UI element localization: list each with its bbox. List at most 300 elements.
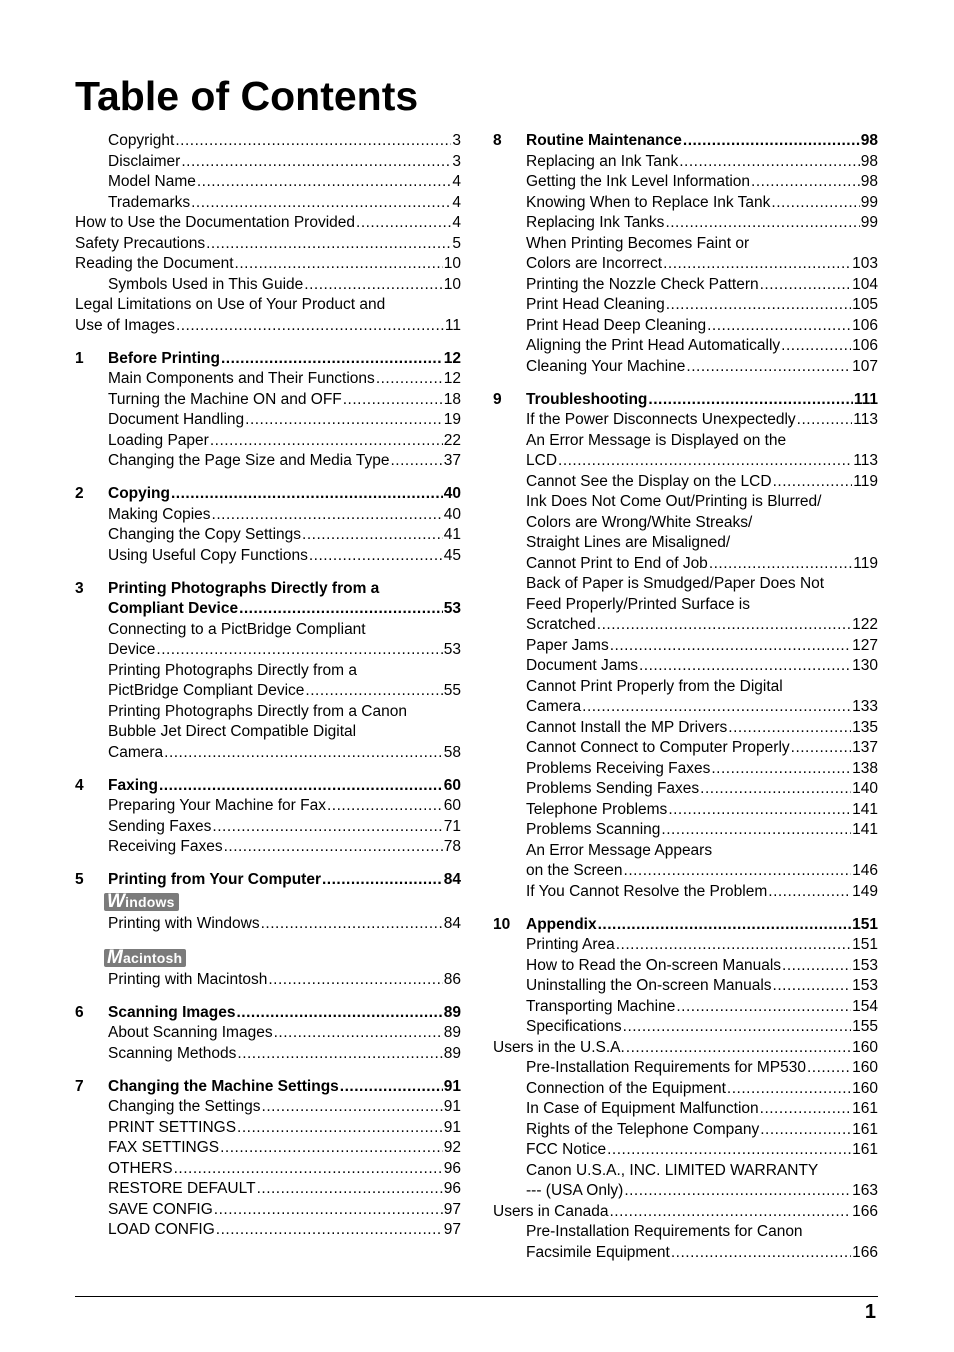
toc-entry[interactable] xyxy=(493,1202,878,1223)
dot-leader xyxy=(340,1077,443,1098)
toc-entry[interactable] xyxy=(75,1179,461,1200)
toc-entry-title: Problems Scanning xyxy=(526,821,661,838)
toc-page-number: 113 xyxy=(853,411,878,428)
dot-leader xyxy=(235,254,443,275)
dot-leader xyxy=(257,1179,443,1200)
toc-entry-title: Printing with Macintosh xyxy=(108,970,268,988)
toc-entry[interactable] xyxy=(75,702,461,764)
toc-page-number: 153 xyxy=(852,977,878,994)
toc-entry-title: Loading Paper xyxy=(108,431,209,449)
dot-leader xyxy=(623,1017,851,1038)
toc-entry[interactable] xyxy=(493,1120,878,1141)
toc-entry-title: Disclaimer xyxy=(108,152,181,170)
toc-page-number: 155 xyxy=(852,1018,878,1035)
toc-page-number: 60 xyxy=(443,797,461,814)
toc-entry[interactable] xyxy=(493,882,878,903)
toc-page-number: 135 xyxy=(852,718,878,736)
dot-leader xyxy=(237,1118,443,1139)
toc-entry[interactable] xyxy=(75,817,461,838)
dot-leader xyxy=(206,234,451,255)
toc-entry[interactable] xyxy=(493,1222,878,1263)
toc-chapter[interactable] xyxy=(75,870,461,891)
toc-entry-text-line: An Error Message is Displayed on the xyxy=(526,431,787,449)
toc-entry[interactable] xyxy=(493,656,878,677)
toc-page-number: 119 xyxy=(853,472,878,490)
toc-page-number: 161 xyxy=(852,1100,878,1117)
toc-page-number: 4 xyxy=(452,193,461,211)
toc-entry[interactable] xyxy=(75,410,461,431)
toc-entry[interactable] xyxy=(75,369,461,390)
toc-entry[interactable] xyxy=(493,492,878,574)
toc-entry-title: Printing Area xyxy=(526,936,615,953)
toc-page-number: 53 xyxy=(443,600,461,617)
toc-page-number: 146 xyxy=(852,862,878,879)
toc-entry[interactable] xyxy=(75,1023,461,1044)
chapter-number: 10 xyxy=(493,915,511,933)
dot-leader xyxy=(727,1079,851,1100)
toc-page-number: 103 xyxy=(852,255,878,272)
dot-leader xyxy=(607,1140,851,1161)
toc-entry-text-line: Canon U.S.A., INC. LIMITED WARRANTY xyxy=(526,1161,819,1179)
toc-entry-title: Appendix xyxy=(526,915,597,933)
dot-leader xyxy=(797,410,853,431)
toc-page-number: 122 xyxy=(852,616,878,633)
toc-entry[interactable] xyxy=(75,914,461,935)
toc-entry[interactable] xyxy=(493,172,878,193)
dot-leader xyxy=(709,554,852,575)
page-number: 1 xyxy=(864,1301,876,1323)
toc-entry[interactable] xyxy=(493,316,878,337)
dot-leader xyxy=(791,738,851,759)
dot-leader xyxy=(558,451,852,472)
toc-page-number: 71 xyxy=(443,817,461,835)
toc-entry-text-line: An Error Message Appears xyxy=(526,841,713,859)
toc-entry[interactable] xyxy=(493,636,878,657)
toc-entry-title: Cannot Install the MP Drivers xyxy=(526,718,728,736)
toc-entry[interactable] xyxy=(75,193,461,214)
dot-leader xyxy=(807,1058,851,1079)
os-badge-row xyxy=(75,891,461,914)
toc-page-number: 92 xyxy=(443,1139,461,1156)
toc-entry-title: Colors are Incorrect xyxy=(526,255,663,272)
toc-entry[interactable] xyxy=(493,336,878,357)
dot-leader xyxy=(728,718,851,739)
toc-entry-text-line: Colors are Wrong/White Streaks/ xyxy=(526,513,753,531)
toc-page-number: 149 xyxy=(852,882,878,900)
dot-leader xyxy=(773,472,853,493)
toc-page-number: 113 xyxy=(853,452,878,469)
toc-entry[interactable] xyxy=(493,841,878,882)
dot-leader xyxy=(237,1044,442,1065)
toc-chapter[interactable] xyxy=(75,776,461,797)
dot-leader xyxy=(391,451,443,472)
toc-page-number: 160 xyxy=(852,1059,878,1076)
toc-entry[interactable] xyxy=(493,779,878,800)
os-logo-badge xyxy=(104,890,179,912)
toc-entry[interactable] xyxy=(75,131,461,152)
section-gap xyxy=(75,763,461,776)
section-gap xyxy=(75,934,461,947)
dot-leader xyxy=(639,656,851,677)
dot-leader xyxy=(683,131,860,152)
toc-entry-title: PRINT SETTINGS xyxy=(108,1118,237,1136)
dot-leader xyxy=(582,697,851,718)
toc-entry[interactable] xyxy=(493,574,878,636)
dot-leader xyxy=(711,759,851,780)
toc-entry-title: Scanning Images xyxy=(108,1003,236,1021)
toc-entry[interactable] xyxy=(493,213,878,234)
toc-entry[interactable] xyxy=(75,234,461,255)
toc-chapter[interactable] xyxy=(493,131,878,152)
dot-leader xyxy=(597,615,851,636)
toc-entry-title: Specifications xyxy=(526,1018,622,1035)
toc-page-number: 97 xyxy=(443,1200,461,1218)
toc-entry-title: Symbols Used in This Guide xyxy=(108,275,304,293)
toc-entry-title: Before Printing xyxy=(108,349,220,367)
chapter-number: 3 xyxy=(75,579,84,597)
toc-entry-title: Paper Jams xyxy=(526,636,609,654)
toc-entry-text-line: When Printing Becomes Faint or xyxy=(526,234,750,252)
toc-entry[interactable] xyxy=(493,1161,878,1202)
toc-page-number: 141 xyxy=(852,800,878,818)
section-gap xyxy=(75,566,461,579)
toc-page-number: 111 xyxy=(853,390,878,408)
dot-leader xyxy=(176,316,444,337)
toc-entry[interactable] xyxy=(75,620,461,661)
toc-page-number: 96 xyxy=(443,1159,461,1177)
toc-entry[interactable] xyxy=(493,935,878,956)
toc-page-number: 166 xyxy=(852,1202,878,1220)
dot-leader xyxy=(771,193,859,214)
toc-entry[interactable] xyxy=(75,546,461,567)
toc-entry[interactable] xyxy=(493,357,878,378)
toc-entry-title: OTHERS xyxy=(108,1159,173,1177)
toc-entry-title: Scanning Methods xyxy=(108,1044,237,1062)
toc-page-number: 160 xyxy=(852,1038,878,1056)
chapter-number: 2 xyxy=(75,485,84,502)
toc-right-column xyxy=(493,131,878,1263)
toc-entry[interactable] xyxy=(493,1099,878,1120)
toc-entry[interactable] xyxy=(493,1079,878,1100)
chapter-number: 6 xyxy=(75,1003,84,1021)
toc-entry[interactable] xyxy=(75,152,461,173)
toc-entry-text-line: Pre-Installation Requirements for Canon xyxy=(526,1223,803,1240)
toc-entry-title: Printing with Windows xyxy=(108,914,260,932)
toc-entry[interactable] xyxy=(75,796,461,817)
toc-entry[interactable] xyxy=(493,800,878,821)
toc-entry-title: Facsimile Equipment xyxy=(526,1243,670,1261)
toc-chapter[interactable] xyxy=(75,484,461,505)
dot-leader xyxy=(700,779,851,800)
toc-entry-title: Copying xyxy=(108,485,170,502)
toc-page-number: 12 xyxy=(443,370,461,387)
toc-entry[interactable] xyxy=(493,295,878,316)
toc-entry[interactable] xyxy=(75,213,461,234)
toc-entry-title: SAVE CONFIG xyxy=(108,1200,213,1218)
toc-entry[interactable] xyxy=(493,759,878,780)
toc-entry-title: Changing the Machine Settings xyxy=(108,1077,339,1095)
toc-page-number: 98 xyxy=(860,173,878,190)
toc-page-number: 99 xyxy=(860,193,878,211)
toc-page-number: 89 xyxy=(443,1044,461,1062)
toc-entry-title: Receiving Faxes xyxy=(108,838,223,855)
toc-entry[interactable] xyxy=(75,275,461,296)
toc-entry[interactable] xyxy=(75,1118,461,1139)
toc-page-number: 133 xyxy=(852,698,878,715)
toc-entry[interactable] xyxy=(493,152,878,173)
chapter-number: 5 xyxy=(75,871,84,888)
section-gap xyxy=(75,858,461,871)
toc-chapter[interactable] xyxy=(75,1077,461,1098)
toc-entry-title: Reading the Document xyxy=(75,255,234,272)
toc-entry-title: Print Head Cleaning xyxy=(526,296,665,313)
toc-entry[interactable] xyxy=(493,820,878,841)
toc-page-number: 55 xyxy=(443,682,461,699)
toc-page-number: 127 xyxy=(852,636,878,654)
toc-entry-title: Changing the Copy Settings xyxy=(108,526,302,543)
section-gap xyxy=(75,1064,461,1077)
dot-leader xyxy=(751,172,860,193)
dot-leader xyxy=(302,525,443,546)
toc-entry[interactable] xyxy=(75,505,461,526)
toc-page-number: 151 xyxy=(852,936,878,953)
toc-entry-text-line: Ink Does Not Come Out/Printing is Blurred/ xyxy=(526,493,822,510)
toc-entry-title: Changing the Page Size and Media Type xyxy=(108,452,390,469)
toc-chapter[interactable] xyxy=(493,915,878,936)
toc-entry-title: Transporting Machine xyxy=(526,997,676,1015)
footer-rule xyxy=(75,1296,878,1297)
dot-leader xyxy=(164,743,443,764)
toc-entry-title: on the Screen xyxy=(526,862,623,879)
toc-chapter[interactable] xyxy=(75,579,461,620)
toc-entry-title: PictBridge Compliant Device xyxy=(108,682,305,699)
os-logo-badge xyxy=(104,946,186,968)
dot-leader xyxy=(760,275,852,296)
toc-entry[interactable] xyxy=(493,976,878,997)
toc-left-column xyxy=(75,131,461,1241)
toc-entry[interactable] xyxy=(493,275,878,296)
toc-entry[interactable] xyxy=(75,1159,461,1180)
toc-page-number: 60 xyxy=(443,776,461,794)
dot-leader xyxy=(214,1200,443,1221)
dot-leader xyxy=(181,152,451,173)
toc-page-number: 151 xyxy=(852,915,878,933)
toc-page-number: 138 xyxy=(852,759,878,777)
toc-entry[interactable] xyxy=(75,451,461,472)
toc-entry-text-line: Printing Photographs Directly from a xyxy=(108,661,357,679)
toc-entry[interactable] xyxy=(493,677,878,718)
dot-leader xyxy=(305,681,442,702)
section-gap xyxy=(493,377,878,390)
dot-leader xyxy=(676,997,851,1018)
toc-entry[interactable] xyxy=(493,1140,878,1161)
toc-entry[interactable] xyxy=(75,525,461,546)
dot-leader xyxy=(624,1181,851,1202)
toc-entry[interactable] xyxy=(75,431,461,452)
toc-page-number: 91 xyxy=(443,1118,461,1136)
toc-entry[interactable] xyxy=(75,295,461,336)
dot-leader xyxy=(663,254,851,275)
toc-entry[interactable] xyxy=(75,1138,461,1159)
toc-entry-title: LOAD CONFIG xyxy=(108,1221,215,1238)
toc-chapter[interactable] xyxy=(75,349,461,370)
toc-entry-title: Copyright xyxy=(108,132,175,149)
toc-page-number: 161 xyxy=(852,1120,878,1138)
toc-entry-title: Safety Precautions xyxy=(75,234,206,252)
chapter-number: 8 xyxy=(493,132,502,149)
dot-leader xyxy=(679,152,860,173)
toc-entry-title: LCD xyxy=(526,452,558,469)
toc-page-number: 140 xyxy=(852,780,878,797)
toc-entry[interactable] xyxy=(493,956,878,977)
toc-entry-title: About Scanning Images xyxy=(108,1024,273,1041)
toc-page-number: 97 xyxy=(443,1221,461,1238)
os-logo-initial: W xyxy=(107,890,126,912)
dot-leader xyxy=(210,431,443,452)
toc-entry-title: Sending Faxes xyxy=(108,817,212,835)
toc-entry-title: --- (USA Only) xyxy=(526,1182,624,1199)
dot-leader xyxy=(245,410,443,431)
toc-entry[interactable] xyxy=(493,472,878,493)
toc-page-number: 89 xyxy=(443,1024,461,1041)
toc-entry-title: Replacing Ink Tanks xyxy=(526,214,665,231)
toc-entry[interactable] xyxy=(493,193,878,214)
toc-entry-title: Device xyxy=(108,641,156,658)
toc-page-number: 91 xyxy=(443,1077,461,1095)
toc-entry[interactable] xyxy=(75,390,461,411)
toc-page-number: 19 xyxy=(443,411,461,428)
toc-entry-title: Turning the Machine ON and OFF xyxy=(108,390,342,408)
toc-entry[interactable] xyxy=(493,1058,878,1079)
toc-entry-title: Scratched xyxy=(526,616,596,633)
section-gap xyxy=(75,990,461,1003)
toc-entry-title: Print Head Deep Cleaning xyxy=(526,316,707,334)
toc-page-number: 3 xyxy=(452,152,461,170)
dot-leader xyxy=(648,390,852,411)
toc-entry[interactable] xyxy=(493,738,878,759)
toc-entry[interactable] xyxy=(493,431,878,472)
chapter-number: 4 xyxy=(75,776,84,794)
toc-page-number: 78 xyxy=(443,838,461,855)
toc-entry-title: FCC Notice xyxy=(526,1141,607,1158)
toc-page-number: 4 xyxy=(452,214,461,231)
toc-page-number: 84 xyxy=(443,914,461,932)
toc-entry-text-line: Printing Photographs Directly from a Canon xyxy=(108,702,407,720)
os-logo-rest: acintosh xyxy=(123,949,183,966)
dot-leader xyxy=(760,1099,851,1120)
dot-leader xyxy=(175,131,451,152)
os-logo-initial: M xyxy=(107,946,124,968)
dot-leader xyxy=(327,796,443,817)
dot-leader xyxy=(356,213,451,234)
toc-entry[interactable] xyxy=(75,837,461,858)
dot-leader xyxy=(322,870,443,891)
section-gap xyxy=(75,472,461,485)
toc-page-number: 37 xyxy=(443,452,461,469)
toc-page-number: 86 xyxy=(443,970,461,988)
dot-leader xyxy=(773,976,852,997)
section-gap xyxy=(493,902,878,915)
toc-entry-title: In Case of Equipment Malfunction xyxy=(526,1100,759,1117)
dot-leader xyxy=(216,1220,443,1241)
toc-page-number: 11 xyxy=(444,316,461,334)
dot-leader xyxy=(610,636,851,657)
dot-leader xyxy=(212,505,443,526)
toc-page-number: 163 xyxy=(852,1182,878,1199)
toc-entry-title: Routine Maintenance xyxy=(526,132,682,149)
dot-leader xyxy=(224,837,443,858)
toc-chapter[interactable] xyxy=(493,390,878,411)
toc-entry[interactable] xyxy=(75,661,461,702)
dot-leader xyxy=(668,800,851,821)
toc-entry-text-line: Printing Photographs Directly from a xyxy=(108,579,380,597)
toc-entry[interactable] xyxy=(75,172,461,193)
toc-page-number: 160 xyxy=(852,1079,878,1097)
toc-chapter[interactable] xyxy=(75,1003,461,1024)
toc-page-number: 10 xyxy=(443,255,461,272)
section-gap xyxy=(75,336,461,349)
toc-entry-title: Users in Canada xyxy=(493,1202,609,1220)
toc-entry[interactable] xyxy=(493,1038,878,1059)
toc-page-number: 137 xyxy=(852,739,878,756)
toc-entry[interactable] xyxy=(493,1017,878,1038)
toc-entry-title: Cannot See the Display on the LCD xyxy=(526,472,772,490)
toc-entry[interactable] xyxy=(75,254,461,275)
toc-entry-title: Rights of the Telephone Company xyxy=(526,1120,760,1138)
toc-page-number: 89 xyxy=(443,1003,461,1021)
dot-leader xyxy=(781,336,851,357)
toc-entry-title: Knowing When to Replace Ink Tank xyxy=(526,193,771,211)
toc-entry-title: Using Useful Copy Functions xyxy=(108,546,308,564)
toc-page-number: 106 xyxy=(852,316,878,334)
toc-page-number: 99 xyxy=(860,214,878,231)
toc-entry-title: Document Jams xyxy=(526,657,638,674)
toc-entry[interactable] xyxy=(75,1044,461,1065)
toc-entry[interactable] xyxy=(493,234,878,275)
dot-leader xyxy=(197,172,452,193)
toc-page-number: 3 xyxy=(452,132,461,149)
dot-leader xyxy=(236,1003,442,1024)
toc-entry[interactable] xyxy=(493,997,878,1018)
toc-entry-title: Cleaning Your Machine xyxy=(526,357,686,375)
toc-entry-title: Changing the Settings xyxy=(108,1098,261,1115)
dot-leader xyxy=(666,295,851,316)
dot-leader xyxy=(221,349,443,370)
chapter-number: 9 xyxy=(493,390,502,408)
toc-entry[interactable] xyxy=(75,1200,461,1221)
dot-leader xyxy=(239,599,443,620)
dot-leader xyxy=(686,357,851,378)
toc-entry[interactable] xyxy=(75,1097,461,1118)
toc-page-number: 5 xyxy=(452,234,461,252)
toc-entry[interactable] xyxy=(75,1220,461,1241)
toc-entry-title: Aligning the Print Head Automatically xyxy=(526,337,781,354)
dot-leader xyxy=(376,369,443,390)
toc-entry-text-line: Straight Lines are Misaligned/ xyxy=(526,534,731,551)
dot-leader xyxy=(261,914,443,935)
toc-page-number: 141 xyxy=(852,821,878,838)
dot-leader xyxy=(768,882,851,903)
toc-entry[interactable] xyxy=(75,970,461,991)
dot-leader xyxy=(220,1138,443,1159)
toc-entry-title: Preparing Your Machine for Fax xyxy=(108,797,326,814)
toc-entry[interactable] xyxy=(493,410,878,431)
toc-page-number: 130 xyxy=(852,657,878,674)
toc-entry[interactable] xyxy=(493,718,878,739)
toc-entry-title: Main Components and Their Functions xyxy=(108,370,375,387)
dot-leader xyxy=(616,935,851,956)
dot-leader xyxy=(624,861,852,882)
